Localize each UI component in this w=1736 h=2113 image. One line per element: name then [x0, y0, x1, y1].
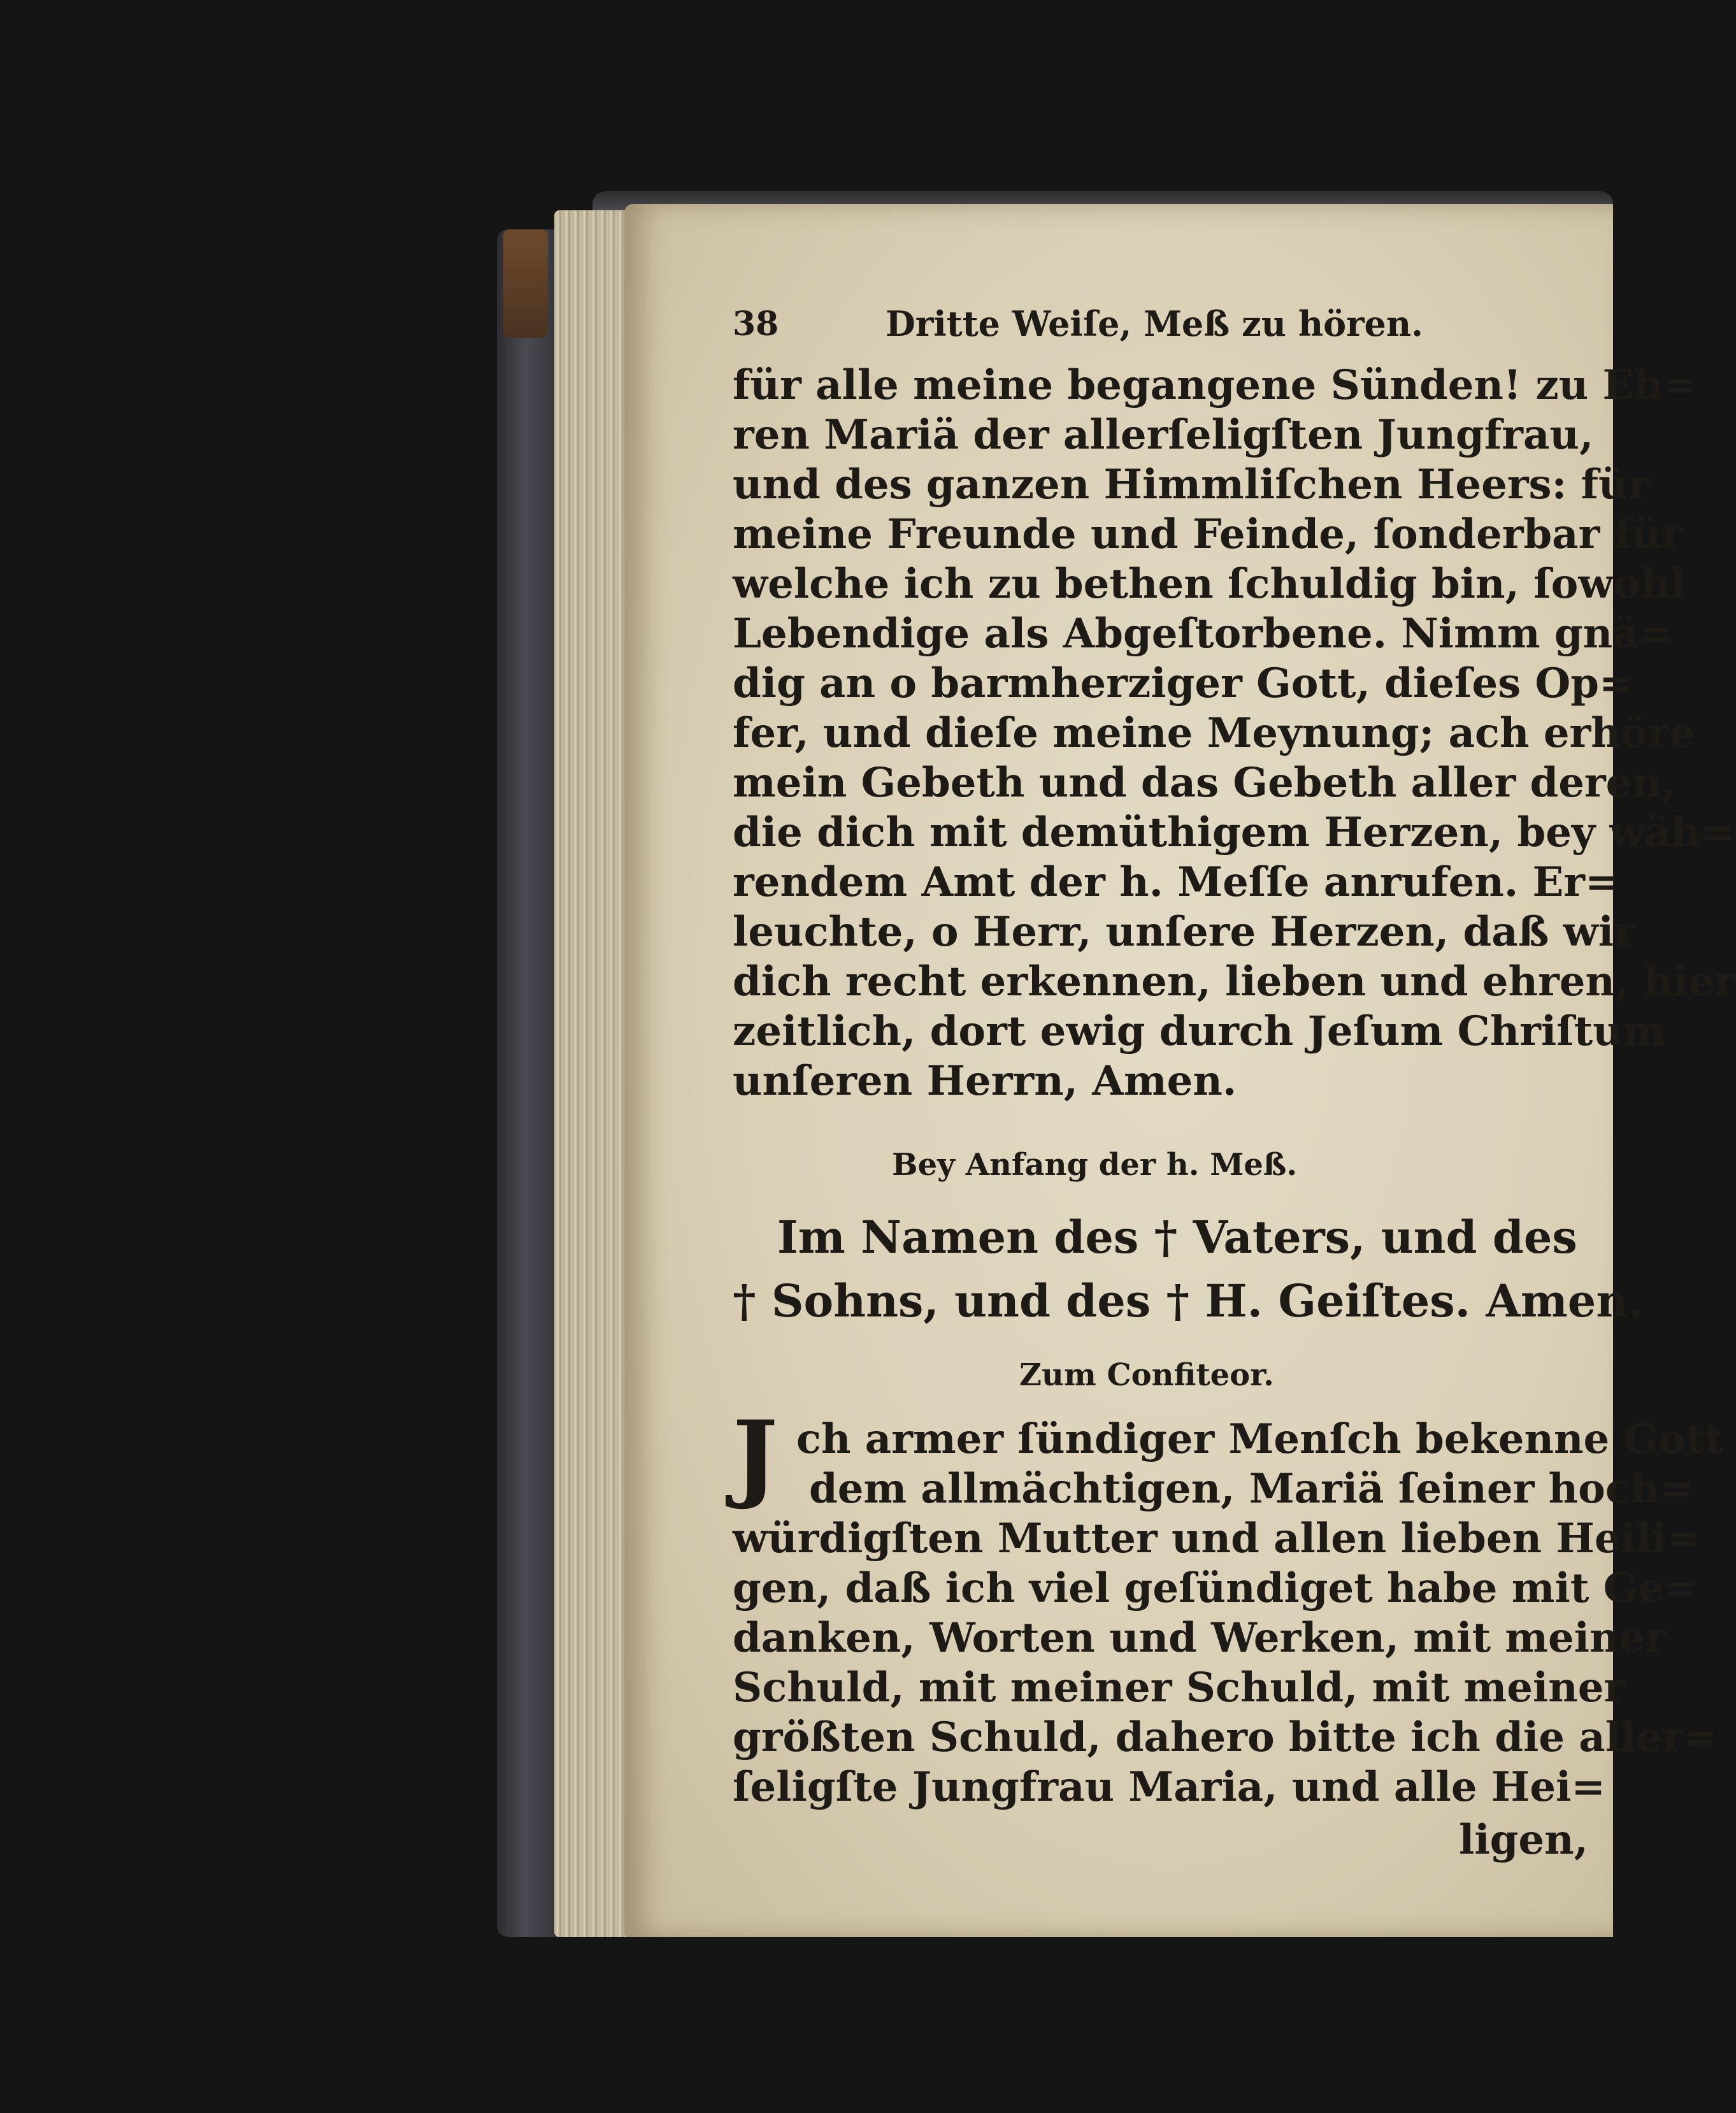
catchword: ligen,	[1459, 1816, 1588, 1864]
text-line: und des ganzen Himmliſchen Heers: für	[733, 461, 1650, 508]
text-line: für alle meine begangene Sünden! zu Eh=	[733, 361, 1698, 409]
text-line: dig an o barmherziger Gott, dieſes Op=	[733, 660, 1633, 707]
section-heading-confiteor: Zum Confiteor.	[1019, 1357, 1274, 1393]
text-line: Lebendige als Abgeſtorbene. Nimm gnä=	[733, 610, 1674, 658]
text-line: Schuld, mit meiner Schuld, mit meiner	[733, 1664, 1626, 1712]
section-heading-anfang: Bey Anfang der h. Meß.	[892, 1147, 1298, 1183]
worn-cover-corner	[503, 229, 548, 338]
text-line: ch armer ſündiger Menſch bekenne Gott	[796, 1415, 1723, 1463]
text-line: ren Mariä der allerſeligſten Jungfrau,	[733, 411, 1594, 459]
text-line: welche ich zu bethen ſchuldig bin, ſowohl	[733, 560, 1686, 608]
text-line: würdigſten Mutter und allen lieben Heili=	[733, 1515, 1702, 1562]
text-line: fer, und dieſe meine Meynung; ach erhöre	[733, 709, 1695, 757]
drop-cap: J	[733, 1400, 778, 1512]
text-line: die dich mit demüthigem Herzen, bey wäh=	[733, 809, 1735, 856]
text-line: unſeren Herrn, Amen.	[733, 1057, 1237, 1105]
running-head-title: Dritte Weiſe, Meß zu hören.	[886, 303, 1423, 344]
text-line: dich recht erkennen, lieben und ehren, hier	[733, 958, 1736, 1006]
text-line: gen, daß ich viel geſündiget habe mit Ge=	[733, 1564, 1698, 1612]
text-line: danken, Worten und Werken, mit meiner	[733, 1614, 1667, 1662]
text-line: dem allmächtigen, Mariä ſeiner hoch=	[809, 1465, 1694, 1513]
text-line: größten Schuld, dahero bitte ich die aller=	[733, 1713, 1718, 1761]
invocation-line: Im Namen des † Vaters, und des	[777, 1211, 1577, 1264]
page-number: 38	[733, 305, 779, 343]
text-line: zeitlich, dort ewig durch Jeſum Chriſtum	[733, 1007, 1666, 1055]
text-line: ſeligſte Jungfrau Maria, und alle Hei=	[733, 1763, 1606, 1811]
text-line: meine Freunde und Feinde, ſonderbar für	[733, 510, 1683, 558]
running-head	[733, 299, 1497, 350]
text-line: rendem Amt der h. Meſſe anrufen. Er=	[733, 858, 1619, 906]
text-line: mein Gebeth und das Gebeth aller deren,	[733, 759, 1676, 807]
invocation-line: † Sohns, und des † H. Geiſtes. Amen.	[733, 1274, 1644, 1327]
text-line: leuchte, o Herr, unſere Herzen, daß wir	[733, 908, 1635, 956]
